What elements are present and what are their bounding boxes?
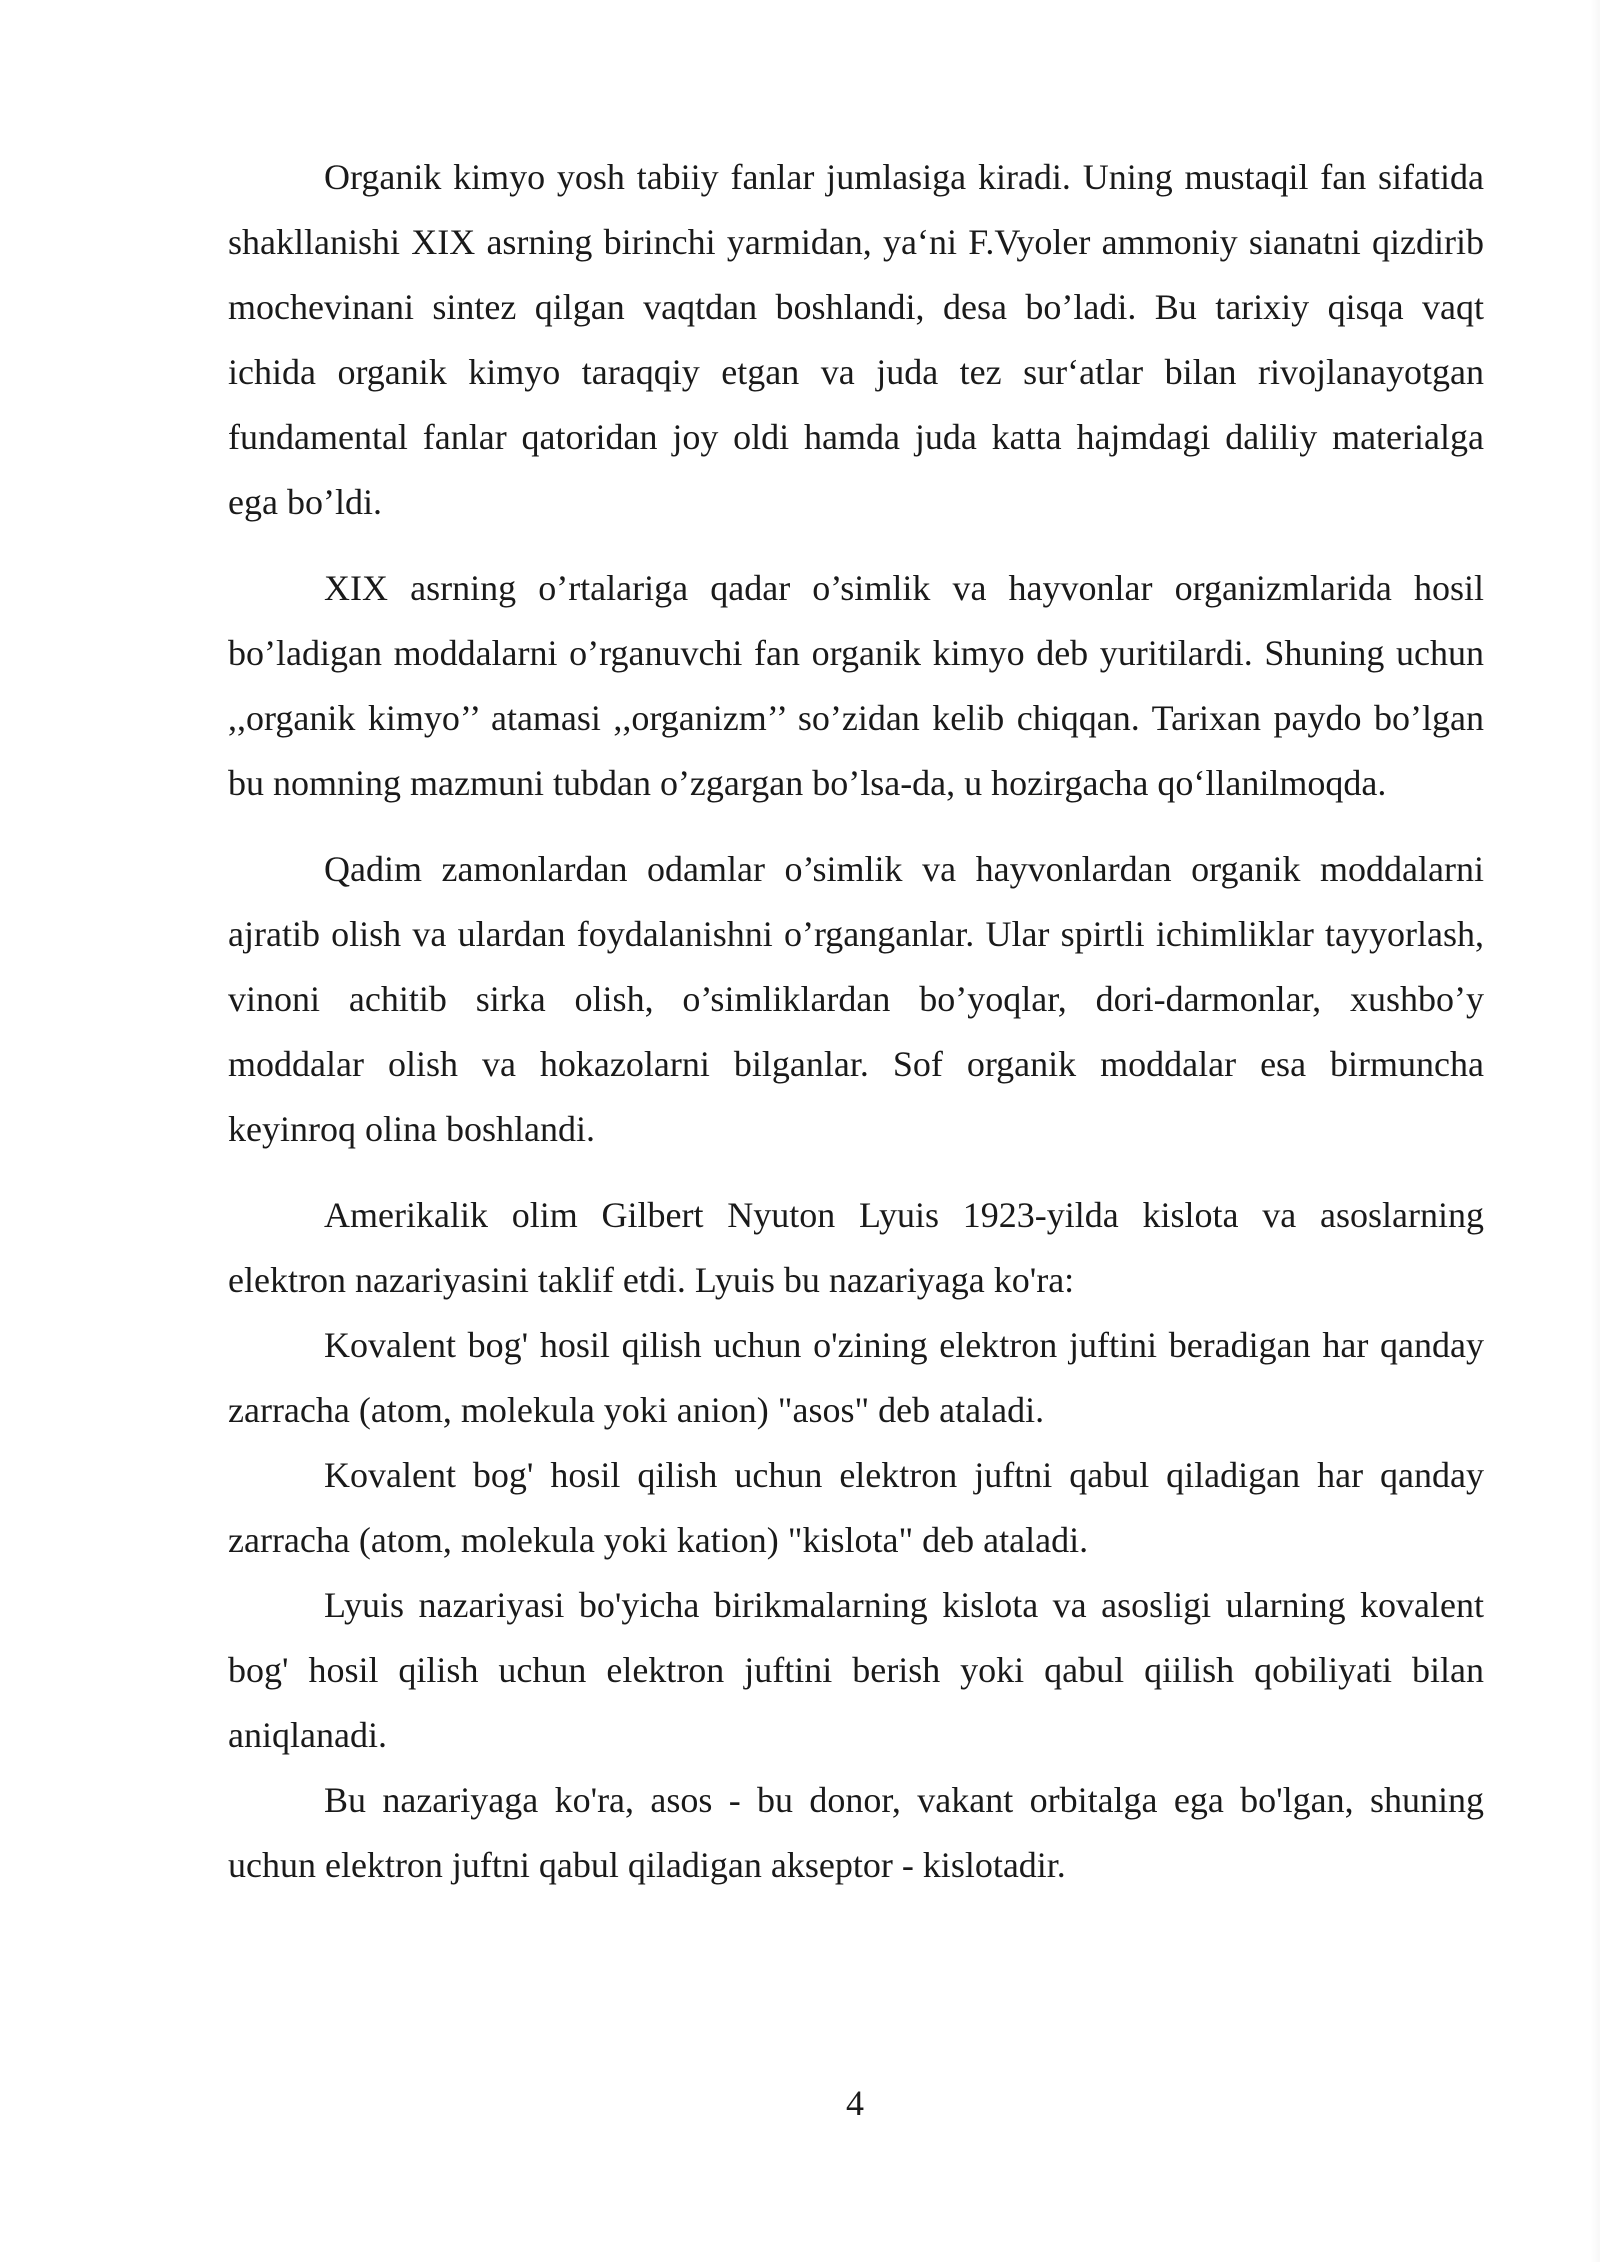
paragraph-2: XIX asrning o’rtalariga qadar o’simlik va hayvonlar organizmlarida hosil bo’ladigan moddalarni o’rganuvchi fan organik kimyo deb yuritilardi. Shuning uchun ,,organik kimyo’’ atamasi ,,organizm’’ so’zidan kelib chiqqan. Tarixan paydo bo’lgan bu nomning mazmuni tubdan o’zgargan bo’lsa-da, u hozirgacha qo‘llanilmoqda.: [228, 568, 1484, 803]
paragraph-3: Qadim zamonlardan odamlar o’simlik va hayvonlardan organik moddalarni ajratib olish va ulardan foydalanishni o’rganganlar. Ular spirtli ichimliklar tayyorlash, vinoni achitib sirka olish, o’simliklardan bo’yoqlar, dori-darmonlar, xushbo’y moddalar olish va hokazolarni bilganlar. Sof organik moddalar esa birmuncha keyinroq olina boshlandi.: [228, 849, 1484, 1149]
paragraph-5: Kovalent bog' hosil qilish uchun o'zining elektron juftini beradigan har qanday zarracha (atom, molekula yoki anion) "asos" deb ataladi.: [228, 1325, 1484, 1430]
paragraph-4: Amerikalik olim Gilbert Nyuton Lyuis 1923-yilda kislota va asoslarning elektron nazariyasini taklif etdi. Lyuis bu nazariyaga ko'ra:: [228, 1195, 1484, 1300]
paragraph-6: Kovalent bog' hosil qilish uchun elektron juftni qabul qiladigan har qanday zarracha (atom, molekula yoki kation) "kislota" deb ataladi.: [228, 1455, 1484, 1560]
page-edge-shadow: [1590, 0, 1600, 2262]
paragraph-8: Bu nazariyaga ko'ra, asos - bu donor, vakant orbitalga ega bo'lgan, shuning uchun elektron juftni qabul qiladigan akseptor - kislotadir.: [228, 1780, 1484, 1885]
page-number: 4: [846, 2083, 864, 2123]
paragraph-1: Organik kimyo yosh tabiiy fanlar jumlasiga kiradi. Uning mustaqil fan sifatida shakllanishi XIX asrning birinchi yarmidan, ya‘ni F.Vyoler ammoniy sianatni qizdirib mochevinani sintez qilgan vaqtdan boshlandi, desa bo’ladi. Bu tarixiy qisqa vaqt ichida organik kimyo taraqqiy etgan va juda tez sur‘atlar bilan rivojlanayotgan fundamental fanlar qatoridan joy oldi hamda juda katta hajmdagi daliliy materialga ega bo’ldi.: [228, 157, 1484, 522]
paragraph-7: Lyuis nazariyasi bo'yicha birikmalarning kislota va asosligi ularning kovalent bog' hosil qilish uchun elektron juftini berish yoki qabul qiilish qobiliyati bilan aniqlanadi.: [228, 1585, 1484, 1755]
body-text: [228, 145, 1484, 1898]
